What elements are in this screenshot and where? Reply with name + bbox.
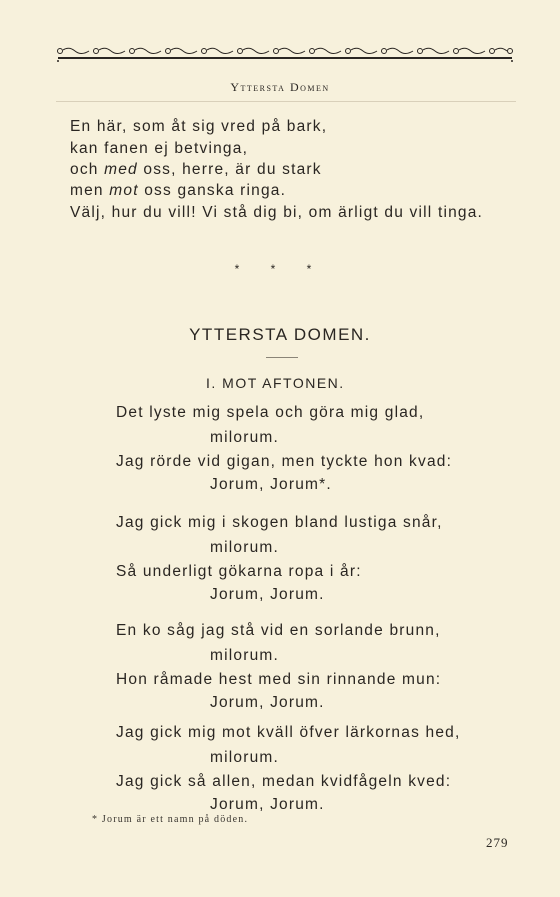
verse-line: kan fanen ej betvinga, [70, 140, 249, 157]
refrain-line: Jorum, Jorum. [210, 694, 325, 711]
section-title: I. MOT AFTONEN. [206, 375, 345, 391]
verse-line: En här, som åt sig vred på bark, [70, 118, 328, 135]
page-number: 279 [486, 835, 509, 850]
verse-line: Jag gick mig i skogen bland lustiga snår, [116, 514, 443, 531]
running-head: Yttersta Domen [230, 80, 330, 94]
verse-line: Så underligt gökarna ropa i år: [116, 563, 362, 580]
header-rule [56, 101, 516, 102]
footnote: * Jorum är ett namn på döden. [92, 814, 249, 825]
verse-line: Hon råmade hest med sin rinnande mun: [116, 671, 442, 688]
refrain-line: milorum. [210, 429, 280, 446]
verse-line: men mot oss ganska ringa. [70, 182, 287, 199]
verse-line: Välj, hur du vill! Vi stå dig bi, om ärligt du vill tinga. [70, 204, 484, 221]
refrain-line: milorum. [210, 749, 280, 766]
title-rule [266, 357, 298, 358]
refrain-line: Jorum, Jorum. [210, 796, 325, 813]
refrain-line: Jorum, Jorum*. [210, 476, 332, 493]
refrain-line: Jorum, Jorum. [210, 586, 325, 603]
verse-line: Det lyste mig spela och göra mig glad, [116, 404, 425, 421]
poem-title: YTTERSTA DOMEN. [189, 325, 371, 344]
refrain-line: milorum. [210, 647, 280, 664]
verse-line: och med oss, herre, är du stark [70, 161, 322, 178]
verse-line: Jag gick så allen, medan kvidfågeln kved: [116, 773, 452, 790]
ornamental-border [56, 46, 514, 64]
verse-line: Jag gick mig mot kväll öfver lärkornas hed, [116, 724, 461, 741]
section-separator: * * * [234, 262, 326, 276]
refrain-line: milorum. [210, 539, 280, 556]
verse-line: En ko såg jag stå vid en sorlande brunn, [116, 622, 441, 639]
verse-line: Jag rörde vid gigan, men tyckte hon kvad: [116, 453, 453, 470]
